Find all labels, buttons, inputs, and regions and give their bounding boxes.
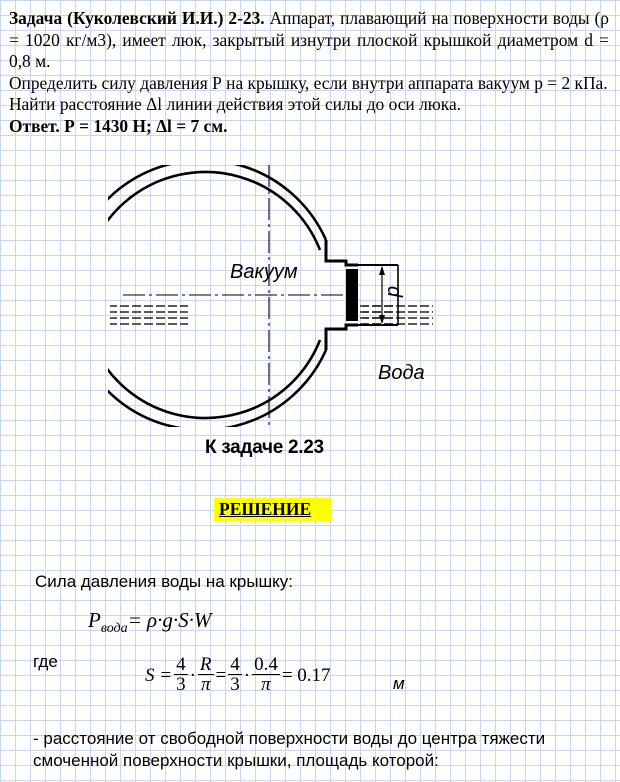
fraction-numerator: 0.4 (254, 654, 278, 675)
multiply-dot: · (243, 664, 251, 686)
problem-text: Аппарат, плавающий на поверхности воды (ρ = 1020 кг/м3), имеет люк, закрытый изнутри плоской крышкой диаметром d = 0,8 м. (9, 8, 609, 71)
formula-P-subscript: вода (100, 621, 128, 637)
distance-text-line1: - расстояние от свободной поверхности воды до центра тяжести (33, 729, 546, 748)
fraction-4-3 (174, 656, 188, 695)
formula-P-symbol: P (88, 608, 101, 632)
hull-outer-wall (108, 165, 326, 427)
water-hatching-left (110, 301, 188, 325)
problem-answer: Ответ. Р = 1430 Н; Δl = 7 см. (9, 115, 228, 136)
fraction-denominator: 3 (176, 674, 186, 695)
problem-statement (9, 8, 609, 137)
problem-title: Задача (Куколевский И.И.) 2-23. (9, 8, 265, 28)
fraction-numerator: 4 (176, 654, 186, 675)
formula-P (88, 608, 211, 637)
hatch-flange-bottom (326, 325, 358, 350)
unit-m: м (393, 674, 405, 693)
distance-text-line2: смоченной поверхности крышки, площадь которой: (33, 751, 439, 770)
fraction-denominator: 3 (230, 674, 240, 695)
fraction-numerator: 4 (230, 654, 240, 675)
figure-caption: К задаче 2.23 (205, 437, 324, 458)
fraction-numerator: R (199, 654, 212, 675)
label-water: Вода (378, 362, 425, 384)
hatch-figure (108, 165, 448, 427)
fraction-R-pi (198, 656, 214, 695)
hatch-flange-top (326, 240, 358, 265)
fraction-denominator: π (261, 674, 271, 695)
problem-paragraph (9, 8, 609, 73)
dimension-arrow-top (379, 266, 385, 275)
equals-sign: = (215, 664, 227, 686)
fraction-denominator: π (200, 674, 211, 695)
fraction-04-pi (252, 656, 280, 695)
solution-heading: РЕШЕНИЕ (214, 498, 331, 521)
formula-S-lhs: S = (145, 664, 173, 686)
formula-S (145, 656, 331, 695)
formula-S-result: = 0.17 (281, 664, 331, 686)
where-text: где (33, 652, 58, 671)
water-force-text: Сила давления воды на крышку: (35, 572, 294, 591)
multiply-dot: · (189, 664, 196, 686)
label-d: d (383, 286, 405, 298)
fraction-4-3-second (228, 656, 242, 695)
water-hatching-hatch (360, 301, 396, 325)
problem-question-distance: Найти расстояние Δl линии действия этой силы до оси люка. (9, 94, 462, 114)
label-vacuum: Вакуум (230, 261, 298, 283)
formula-P-rhs: = ρ·g·S·W (127, 608, 212, 632)
problem-question-force: Определить силу давления Р на крышку, если внутри аппарата вакуум р = 2 кПа. (9, 72, 608, 93)
